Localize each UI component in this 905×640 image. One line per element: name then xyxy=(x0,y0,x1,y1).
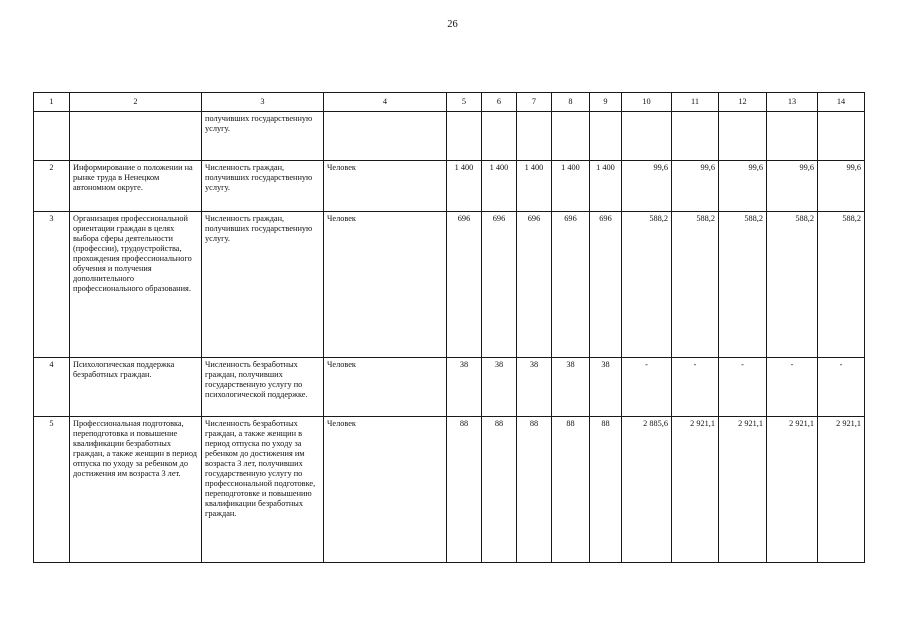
service-name: Психологическая поддержка безработных граждан. xyxy=(70,358,202,417)
indicator-name: Численность граждан, получивших государственную услугу. xyxy=(202,212,324,358)
value-cell xyxy=(672,112,719,161)
header-cell: 2 xyxy=(70,93,202,112)
header-cell: 10 xyxy=(622,93,672,112)
value-cell: 99,6 xyxy=(767,161,818,212)
value-cell: 1 400 xyxy=(590,161,622,212)
table-row xyxy=(34,112,865,161)
value-cell: 1 400 xyxy=(447,161,482,212)
value-cell xyxy=(517,112,552,161)
header-cell: 5 xyxy=(447,93,482,112)
value-cell: - xyxy=(672,358,719,417)
header-cell: 6 xyxy=(482,93,517,112)
value-cell: 1 400 xyxy=(517,161,552,212)
unit: Человек xyxy=(324,417,447,563)
value-cell: 696 xyxy=(447,212,482,358)
services-table xyxy=(33,92,865,563)
value-cell: 696 xyxy=(552,212,590,358)
value-cell: 99,6 xyxy=(719,161,767,212)
value-cell: 88 xyxy=(517,417,552,563)
header-cell: 11 xyxy=(672,93,719,112)
value-cell: 1 400 xyxy=(482,161,517,212)
value-cell: 2 921,1 xyxy=(767,417,818,563)
table-row xyxy=(34,161,865,212)
service-name: Организация профессиональной ориентации граждан в целях выбора сферы деятельности (профессии), трудоустройства, прохождения профессионального обучения и получения дополнительного профессионального образования. xyxy=(70,212,202,358)
value-cell: 696 xyxy=(590,212,622,358)
value-cell: 2 885,6 xyxy=(622,417,672,563)
value-cell xyxy=(767,112,818,161)
row-number: 4 xyxy=(34,358,70,417)
header-cell: 8 xyxy=(552,93,590,112)
service-name: Профессиональная подготовка, переподготовка и повышение квалификации безработных граждан, а также женщин в период отпуска по уходу за ребенком до достижения им возраста 3 лет. xyxy=(70,417,202,563)
value-cell xyxy=(719,112,767,161)
value-cell: 38 xyxy=(590,358,622,417)
value-cell: 588,2 xyxy=(767,212,818,358)
indicator-name: получивших государственную услугу. xyxy=(202,112,324,161)
value-cell: 38 xyxy=(482,358,517,417)
row-number: 5 xyxy=(34,417,70,563)
value-cell: 99,6 xyxy=(622,161,672,212)
value-cell: 588,2 xyxy=(672,212,719,358)
unit: Человек xyxy=(324,358,447,417)
value-cell: 588,2 xyxy=(719,212,767,358)
table-row xyxy=(34,358,865,417)
value-cell: 696 xyxy=(517,212,552,358)
indicator-name: Численность граждан, получивших государственную услугу. xyxy=(202,161,324,212)
row-number xyxy=(34,112,70,161)
value-cell: 88 xyxy=(590,417,622,563)
value-cell: 696 xyxy=(482,212,517,358)
row-number: 2 xyxy=(34,161,70,212)
indicator-name: Численность безработных граждан, а также женщин в период отпуска по уходу за ребенком до достижения им возраста 3 лет, получивших государственную услугу по профессиональной подготовке, переподготовке и повышению квалификации безработных граждан. xyxy=(202,417,324,563)
header-cell: 13 xyxy=(767,93,818,112)
value-cell: 2 921,1 xyxy=(719,417,767,563)
value-cell xyxy=(818,112,865,161)
value-cell: 38 xyxy=(552,358,590,417)
value-cell xyxy=(622,112,672,161)
value-cell: 88 xyxy=(552,417,590,563)
value-cell xyxy=(482,112,517,161)
service-name xyxy=(70,112,202,161)
value-cell: 2 921,1 xyxy=(818,417,865,563)
header-cell: 1 xyxy=(34,93,70,112)
value-cell xyxy=(447,112,482,161)
value-cell: 88 xyxy=(447,417,482,563)
value-cell: 38 xyxy=(517,358,552,417)
value-cell: - xyxy=(719,358,767,417)
header-cell: 12 xyxy=(719,93,767,112)
table-header-row xyxy=(34,93,865,112)
value-cell: 2 921,1 xyxy=(672,417,719,563)
row-number: 3 xyxy=(34,212,70,358)
value-cell: 88 xyxy=(482,417,517,563)
value-cell: 99,6 xyxy=(672,161,719,212)
value-cell: 1 400 xyxy=(552,161,590,212)
value-cell: - xyxy=(767,358,818,417)
page-number: 26 xyxy=(447,19,458,30)
value-cell: 38 xyxy=(447,358,482,417)
table-row xyxy=(34,417,865,563)
header-cell: 4 xyxy=(324,93,447,112)
unit: Человек xyxy=(324,212,447,358)
value-cell: - xyxy=(622,358,672,417)
header-cell: 3 xyxy=(202,93,324,112)
service-name: Информирование о положении на рынке труда в Ненецком автономном округе. xyxy=(70,161,202,212)
value-cell xyxy=(552,112,590,161)
header-cell: 14 xyxy=(818,93,865,112)
header-cell: 9 xyxy=(590,93,622,112)
value-cell: 99,6 xyxy=(818,161,865,212)
table-row xyxy=(34,212,865,358)
unit xyxy=(324,112,447,161)
value-cell: - xyxy=(818,358,865,417)
header-cell: 7 xyxy=(517,93,552,112)
indicator-name: Численность безработных граждан, получивших государственную услугу по психологической поддержке. xyxy=(202,358,324,417)
unit: Человек xyxy=(324,161,447,212)
value-cell: 588,2 xyxy=(818,212,865,358)
value-cell xyxy=(590,112,622,161)
value-cell: 588,2 xyxy=(622,212,672,358)
